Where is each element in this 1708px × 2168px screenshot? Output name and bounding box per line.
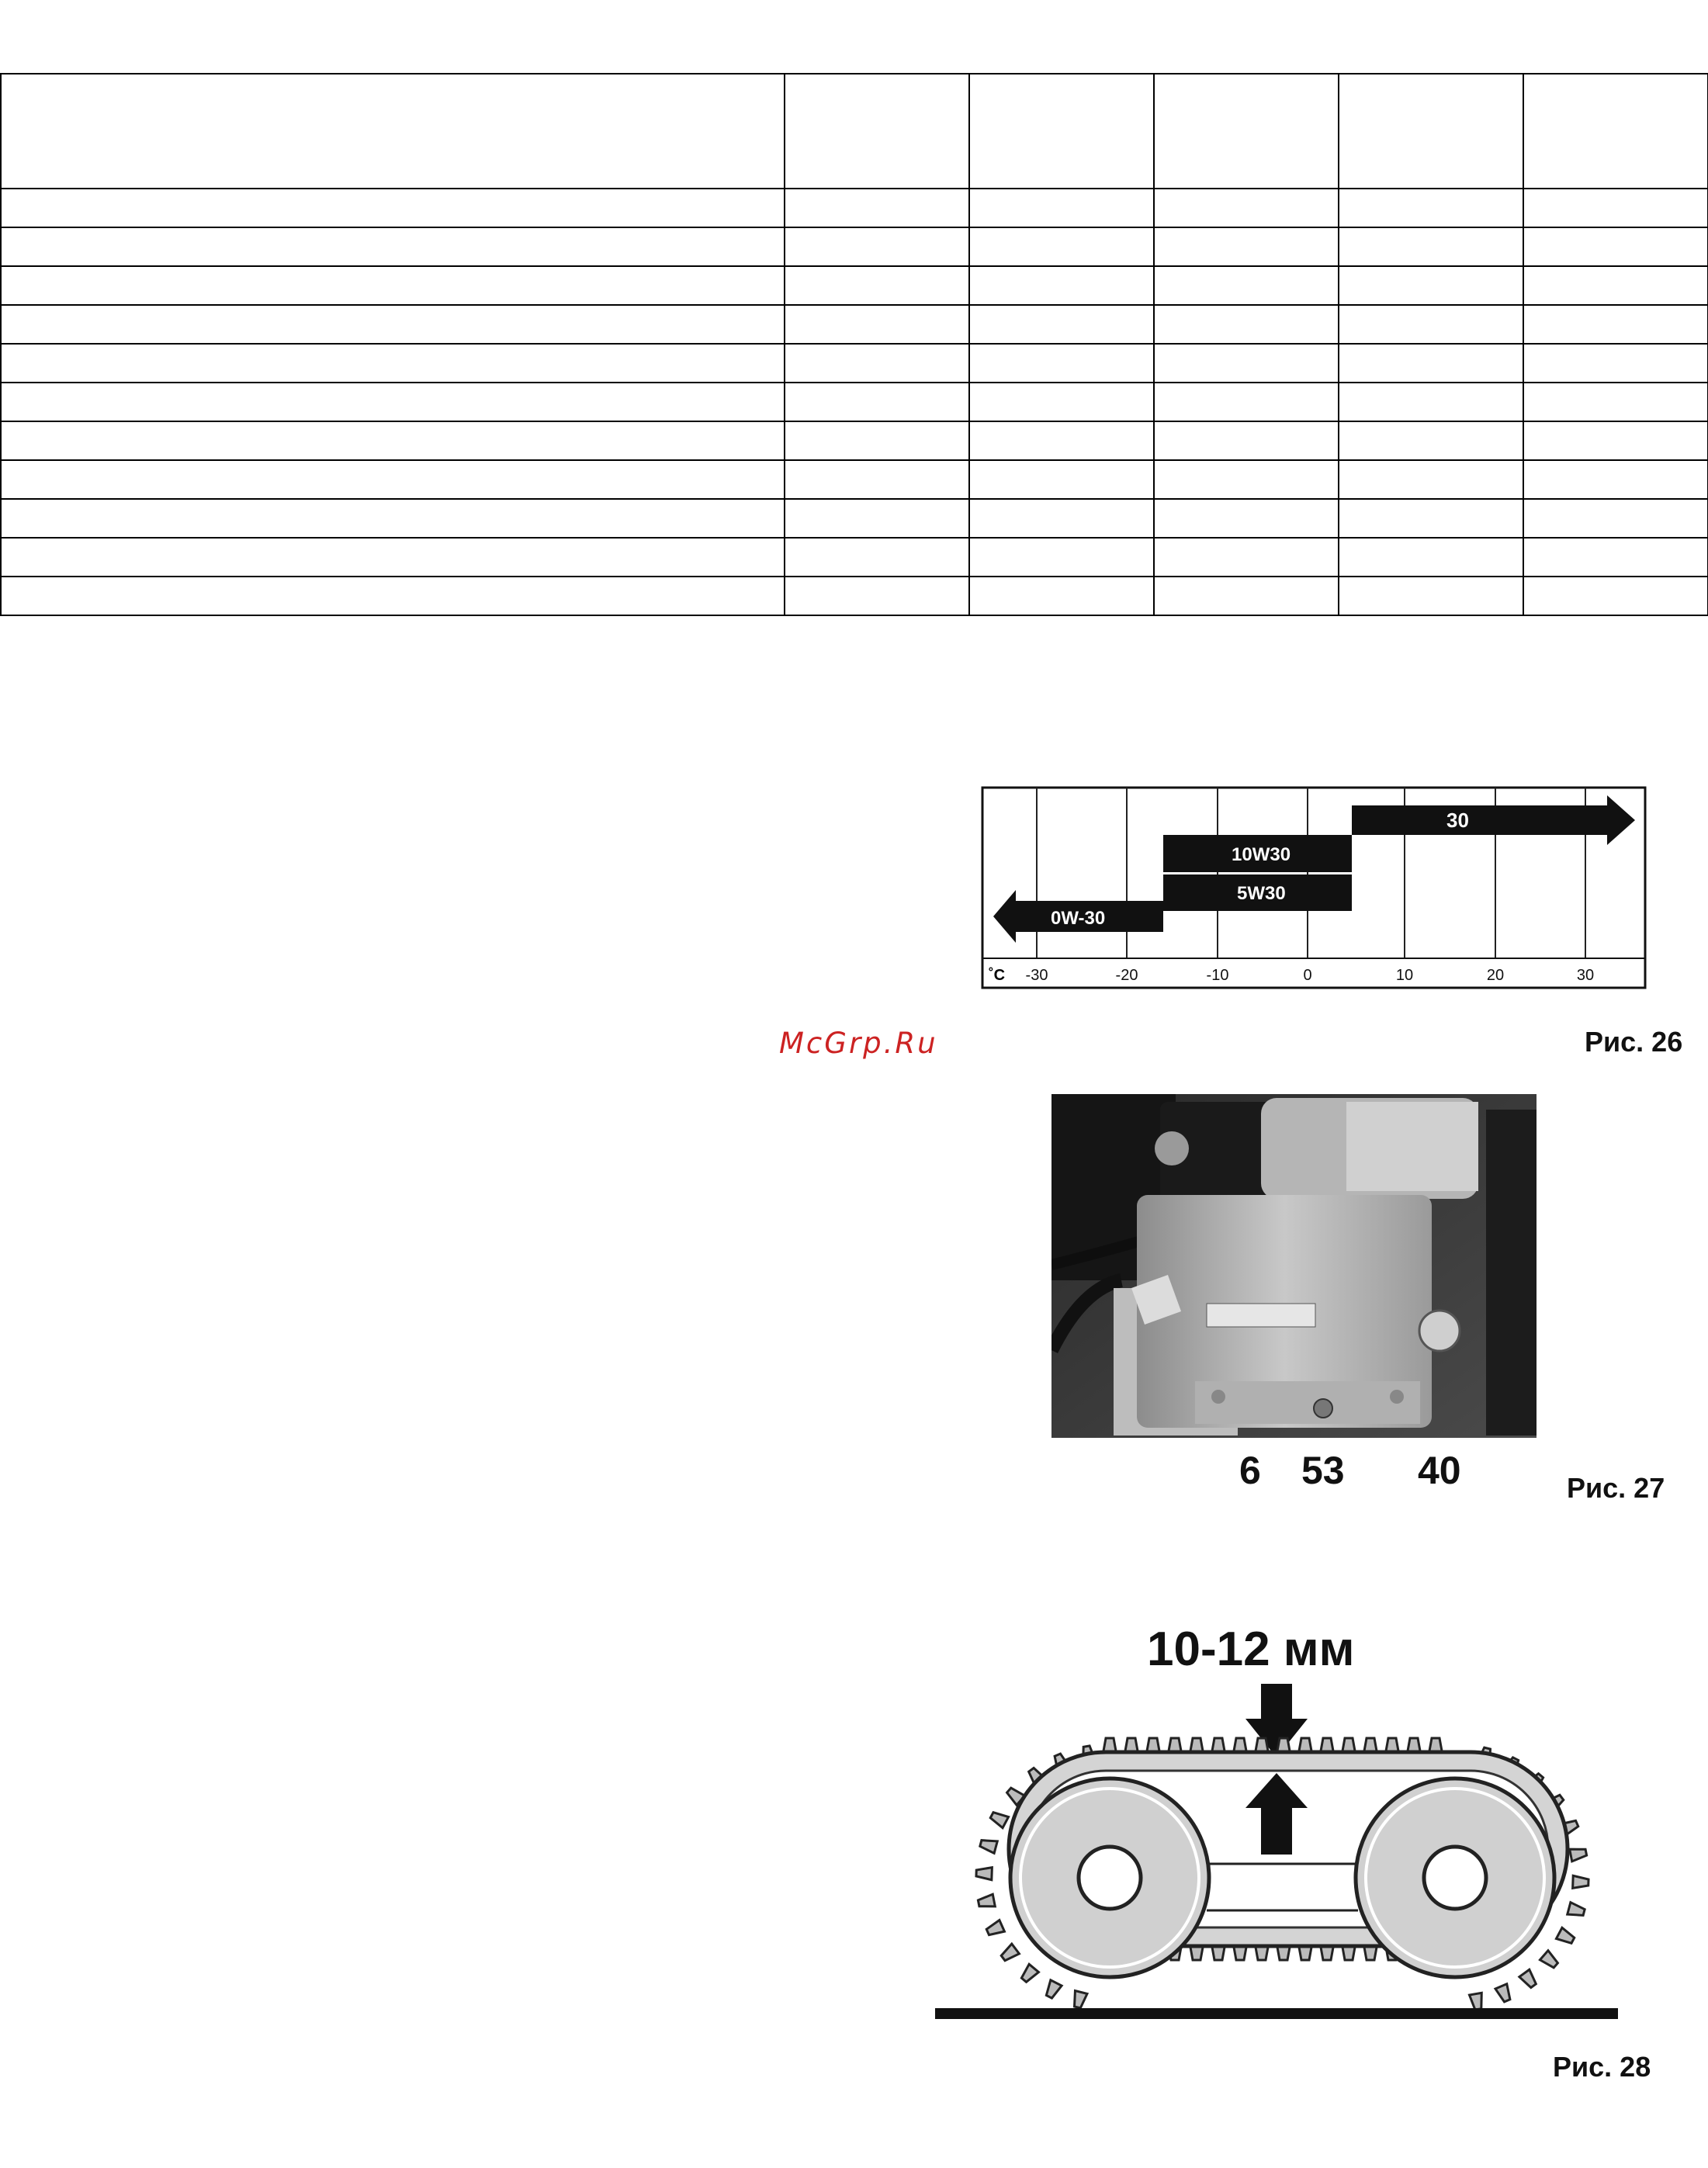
table-cell [1523, 227, 1708, 266]
track-tooth [1495, 1984, 1513, 2003]
table-cell [1523, 538, 1708, 577]
track-tooth [1000, 1944, 1020, 1963]
table-cell [1154, 499, 1339, 538]
table-cell [785, 266, 969, 305]
track-tooth [1519, 1969, 1539, 1990]
table-cell [1154, 227, 1339, 266]
table-cell [1154, 538, 1339, 577]
ground-line [935, 2008, 1618, 2019]
table-cell [1523, 421, 1708, 460]
tick-label: 10 [1395, 967, 1414, 984]
table-cell [969, 383, 1154, 421]
table-cell [1, 421, 785, 460]
table-cell [1339, 383, 1523, 421]
engine-photo [1051, 1094, 1537, 1438]
track-tooth [1570, 1846, 1588, 1862]
table-cell [1339, 344, 1523, 383]
track-tooth [1540, 1951, 1560, 1970]
table-cell [969, 344, 1154, 383]
table-cell [1154, 266, 1339, 305]
oil-viscosity-chart [981, 786, 1648, 992]
table-cell [1339, 305, 1523, 344]
table-cell [1154, 421, 1339, 460]
table-cell [1154, 305, 1339, 344]
track-tooth [1044, 1980, 1062, 2000]
table-cell [1, 74, 785, 189]
track-tooth [1568, 1903, 1585, 1919]
table-cell [969, 499, 1154, 538]
tension-dimension: 10-12 мм [1147, 1623, 1355, 1676]
table-cell [1, 227, 785, 266]
table-cell [785, 383, 969, 421]
photo-label-0: 6 [1239, 1449, 1261, 1492]
axis-unit: ˚C [989, 967, 1006, 984]
label-grade-10w30: 10W30 [1232, 844, 1291, 865]
track-tooth [1573, 1875, 1589, 1889]
table-cell [969, 538, 1154, 577]
table-row [1, 189, 1708, 227]
table-cell [1339, 227, 1523, 266]
table-cell [1, 305, 785, 344]
table-cell [785, 460, 969, 499]
table-cell [969, 460, 1154, 499]
table-cell [1154, 383, 1339, 421]
maintenance-table [0, 73, 1708, 616]
table-cell [1523, 383, 1708, 421]
track-tension-diagram [935, 1684, 1626, 2025]
table-cell [1, 266, 785, 305]
table-cell [1523, 305, 1708, 344]
table-cell [1339, 538, 1523, 577]
table-cell [1, 538, 785, 577]
track-tooth [1019, 1964, 1038, 1984]
table-cell [1339, 577, 1523, 615]
track-tooth [979, 1837, 997, 1854]
oil-filler-cap-icon [1419, 1311, 1460, 1351]
tick-label: 30 [1576, 967, 1595, 984]
table-cell [1339, 460, 1523, 499]
table-cell [969, 227, 1154, 266]
table-cell [1339, 189, 1523, 227]
table-cell [1339, 266, 1523, 305]
table-cell [785, 538, 969, 577]
table-cell [1, 189, 785, 227]
track-tooth [1556, 1927, 1575, 1946]
photo-label-1: 53 [1301, 1449, 1345, 1492]
table-row [1, 266, 1708, 305]
track-tooth [986, 1920, 1005, 1938]
table-cell [785, 499, 969, 538]
table-cell [1523, 189, 1708, 227]
table-cell [1154, 460, 1339, 499]
track-tooth [976, 1867, 993, 1880]
table-cell [1, 383, 785, 421]
wheel-left [1010, 1778, 1209, 1977]
table-cell [1523, 344, 1708, 383]
table-cell [969, 74, 1154, 189]
table-cell [1154, 74, 1339, 189]
table-header-row [1, 74, 1708, 189]
label-grade-0w30: 0W-30 [1051, 908, 1106, 929]
track-tooth [1470, 1993, 1485, 2010]
table-cell [1523, 499, 1708, 538]
table-cell [1154, 344, 1339, 383]
track-tooth [989, 1810, 1008, 1828]
fig26-caption: Рис. 26 [1585, 1026, 1683, 1058]
table-cell [1, 344, 785, 383]
table-cell [785, 305, 969, 344]
table-cell [1154, 189, 1339, 227]
table-cell [969, 189, 1154, 227]
table-row [1, 227, 1708, 266]
table-cell [785, 74, 969, 189]
table-cell [1, 577, 785, 615]
label-grade-5w30: 5W30 [1237, 883, 1286, 904]
table-cell [785, 421, 969, 460]
table-row [1, 344, 1708, 383]
watermark: McGrp.Ru [779, 1027, 938, 1060]
table-cell [1339, 421, 1523, 460]
table-cell [785, 344, 969, 383]
tick-label: -30 [1025, 967, 1048, 984]
tick-label: -20 [1115, 967, 1138, 984]
table-cell [1, 460, 785, 499]
photo-label-2: 40 [1418, 1449, 1461, 1492]
table-cell [785, 577, 969, 615]
table-cell [969, 421, 1154, 460]
tick-label: -10 [1206, 967, 1229, 984]
table-row [1, 538, 1708, 577]
label-grade-30: 30 [1446, 809, 1469, 832]
table-row [1, 383, 1708, 421]
table-cell [1523, 460, 1708, 499]
table-cell [969, 577, 1154, 615]
wheel-right [1356, 1778, 1554, 1977]
table-cell [1154, 577, 1339, 615]
table-cell [1523, 577, 1708, 615]
rubber-plug-icon [1155, 1131, 1189, 1165]
table-cell [785, 189, 969, 227]
table-cell [969, 305, 1154, 344]
table-cell [1523, 266, 1708, 305]
table-row [1, 421, 1708, 460]
fig28-caption: Рис. 28 [1553, 2051, 1651, 2083]
tick-label: 0 [1303, 967, 1312, 984]
track-tooth [1072, 1991, 1087, 2009]
fig27-caption: Рис. 27 [1567, 1472, 1665, 1504]
table-cell [1, 499, 785, 538]
table-row [1, 577, 1708, 615]
table-cell [1523, 74, 1708, 189]
drain-plug-icon [1314, 1399, 1332, 1418]
track-tooth [978, 1894, 996, 1910]
table-row [1, 499, 1708, 538]
table-cell [969, 266, 1154, 305]
table-row [1, 460, 1708, 499]
table-cell [1339, 74, 1523, 189]
arrow-down-icon [1245, 1684, 1308, 1758]
table-row [1, 305, 1708, 344]
table-cell [785, 227, 969, 266]
table-cell [1339, 499, 1523, 538]
tick-label: 20 [1486, 967, 1505, 984]
